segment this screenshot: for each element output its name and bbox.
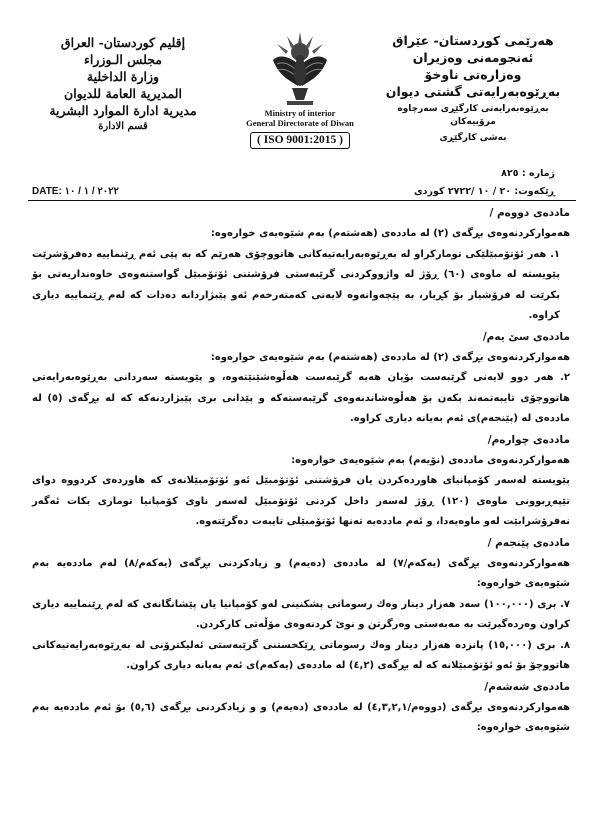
section-paragraph: ١. هەر ئۆتۆمبێلێکی تومارکراو لە بەڕێوەبەرایەتیەکانی هاتووچۆی هەرێم کە بە پێی ئەم ڕێنماییە دەفرۆشرێت پێویستە لە ماوەی (٦٠) ڕۆژ لە واژووکردنی گرێبەستی فرۆشتنی ئۆتۆمبێل گواستنەوەی خاوەنداریەتی بۆ بکرێت لە فرۆشیار بۆ کڕیار، بە پێچەوانەوە لایەنی کەمتەرخەم ئەو پێبژاردانە دەدات کە لەم ڕێنماییە دیاری کراوە.: [32, 248, 560, 321]
section-heading: ماددەی شەشەم/: [484, 680, 570, 693]
section-paragraph: ٨. بری (١٥,٠٠٠) پانزدە هەزار دینار وەك رسوماتی ڕێکخستنی گرێبەستی ئەلیکترۆنی لە بەڕێوەبەرایەتیەکانی هاتووچۆ بۆ ئەو ئۆتۆمبێلانە کە لە بڕگەی (٤,٢) لە ماددەی (یەکەم)ی ئەم بەیانە دیاری کراون.: [32, 639, 570, 671]
section-article-6: [32, 677, 570, 739]
section-paragraph: ٧. بری (١٠٠,٠٠٠) سەد هەزار دینار وەك رسوماتی پشکنینی لەو کۆمپانیا یان پێشانگانەی کە لەم ڕێنماییە دیاری کراون وەردەگیرێت بە مەبەستی وەرگرتن و نوێ کردنەوەی مۆڵەتی کارکردن.: [32, 598, 570, 630]
kurdish-header-line: بەڕێوەبەرایەتی گشتی دیوان: [385, 84, 561, 99]
section-heading: ماددەی چوارەم/: [487, 433, 570, 446]
iso-certification-badge: ( ISO 9001:2015 ): [250, 132, 350, 149]
kurdish-header-line: ئەنجومەنی وەزیران: [412, 50, 534, 65]
kurdish-subheader-line: بەشی کارگێڕی: [439, 133, 507, 143]
arabic-subheader-line: مديرية ادارة الموارد البشرية: [49, 103, 197, 118]
section-paragraph: هەموارکردنەوەی بڕگەی (یەکەم/٧) لە ماددەی (دەیەم) و زیادکردنی بڕگەی (یەکەم/٨) لەم ماددەیە بەم شێوەیەی خوارەوە:: [32, 557, 570, 589]
kurdistan-eagle-emblem-icon: [265, 30, 335, 108]
section-article-2: [32, 203, 570, 327]
section-paragraph: هەموارکردنەوەی بڕگەی (٢) لە ماددەی (هەشتەم) بەم شێوەیەی خوارەوە:: [210, 228, 570, 239]
reference-date-kurdish: ڕێکەوت: ٢٠ / ١٠ /٢٧٢٢ کوردی: [413, 186, 555, 197]
kurdish-header-line: وەزارەتی ناوخۆ: [424, 67, 522, 82]
section-paragraph: پێویستە لەسەر کۆمپانیای هاوردەکردن یان فرۆشتنی ئۆتۆمبێل ئەو ئۆتۆمبێلانەی کە هاوردەی کردووە دوای تێپەڕبوونی ماوەی (١٢٠) ڕۆژ لەسەر داخل کردنی ئۆتۆمبێل لەسەر ناوی کۆمپانیا توماری بکات ئەگەر نەفرۆشرابێت لەو ماوەیەدا، و ئەم ماددەیە تەنها ئۆتۆمبێلی تایبەت دەگرێتەوە.: [32, 475, 571, 527]
kurdish-subheader-line: بەڕێوەبەرایەتی کارگێڕی سەرچاوە مرۆییەکان: [397, 104, 549, 127]
section-heading: ماددەی پێنجەم /: [487, 536, 570, 549]
kurdish-header: [373, 32, 573, 145]
section-paragraph: هەموارکردنەوەی بڕگەی (دووەم/٤,٣,٢,١) لە ماددەی (دەیەم) و و زیادکردنی بڕگەی (٥,٦) بۆ ئەم ماددەیە بەم شێوەیەی خوارەوە:: [32, 701, 570, 733]
arabic-header-line: المديرية العامة للديوان: [64, 86, 182, 101]
section-heading: ماددەی دووەم /: [489, 207, 570, 219]
section-article-3: [32, 327, 570, 430]
arabic-subheader-line: قسم الادارة: [98, 121, 148, 132]
arabic-header-line: مجلس الـوزراء: [83, 52, 162, 67]
kurdish-header-line: هەرێمی کوردستان- عێراق: [392, 33, 554, 48]
arabic-header-line: إقليم كوردستان- العراق: [60, 35, 186, 50]
section-heading: ماددەی سێ یەم/: [482, 330, 570, 343]
section-paragraph: هەموارکردنەوەی بڕگەی (٢) لە ماددەی (هەشتەم) بەم شێوەیەی خوارەوە:: [210, 351, 570, 363]
section-article-4: [32, 430, 570, 533]
reference-number: ژمارە : ٨٢٥: [501, 168, 555, 179]
document-body: [32, 203, 570, 739]
section-article-5: [32, 533, 570, 677]
arabic-header-line: وزارة الداخلية: [86, 69, 160, 84]
english-ministry-name: Ministry of interior: [264, 108, 336, 118]
section-paragraph: هەموارکردنەوەی ماددەی (نۆیەم) بەم شێوەیەی خوارەوە:: [291, 454, 570, 466]
section-paragraph: ٢. هەر دوو لایەنی گرێبەست بۆیان هەیە گرێبەست هەڵوەشێنێتەوە، و پێویستە سەردانی بەڕێوەبەرایەتی هاتووچۆی تایبەتمەند بکەن بۆ هەڵوەشاندنەوەی گرێبەستەکە و پێدانی بری پێبژاردنەکە کە لە بڕگەی (٥) لە ماددەی لە (پێنجەم)ی ئەم بەیانە دیاری کراوە.: [32, 372, 570, 424]
english-directorate-name: General Directorate of Diwan: [246, 118, 354, 128]
reference-date-latin: DATE: ٢٠٢٢ / ١ / ١٠: [32, 186, 119, 197]
emblem-block: [230, 30, 370, 149]
arabic-header: [28, 34, 218, 135]
header-divider: [28, 200, 576, 201]
